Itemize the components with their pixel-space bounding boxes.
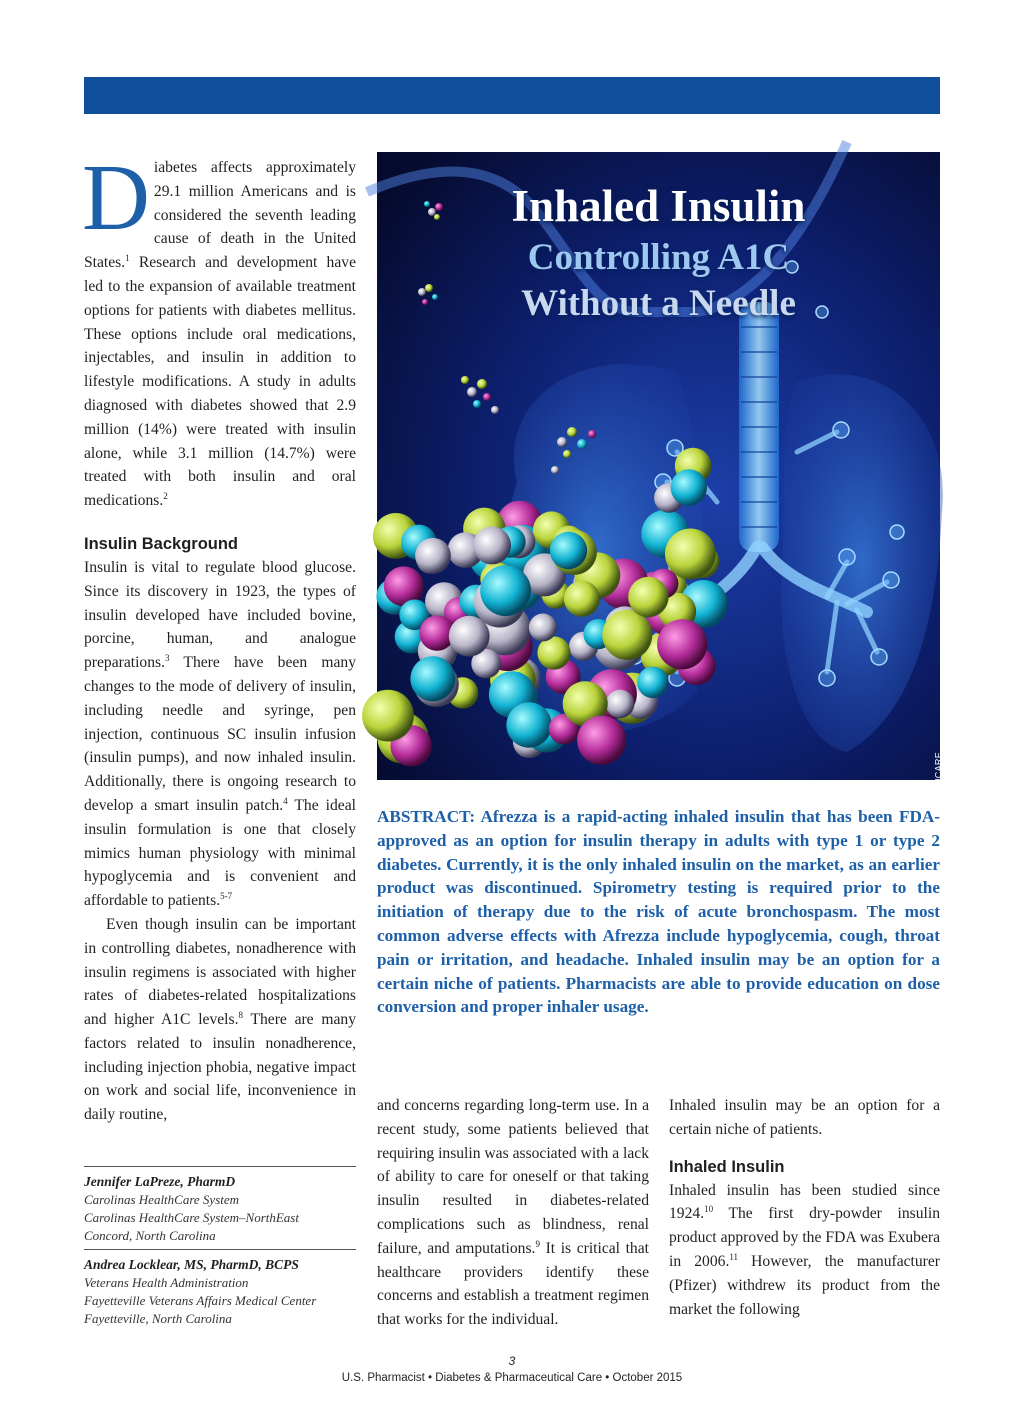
- reference-marker: 10: [704, 1204, 714, 1215]
- author-affiliation: Carolinas HealthCare System: [84, 1192, 240, 1207]
- left-column: [82, 146, 356, 1127]
- author-name: Jennifer LaPreze, PharmD: [84, 1174, 236, 1189]
- reference-marker: 5-7: [220, 890, 233, 901]
- publication-footer: U.S. Pharmacist • Diabetes & Pharmaceutical Care • October 2015: [341, 1372, 683, 1384]
- image-credit: © ISTOCK.COM / JOBSONHEALTHCARE: [934, 752, 944, 932]
- body-paragraph: Inhaled insulin may be an option for a certain niche of patients.: [669, 1097, 940, 1138]
- reference-marker: 1: [125, 253, 130, 263]
- author-affiliation: Fayetteville, North Carolina: [84, 1311, 232, 1326]
- author-affiliation: Concord, North Carolina: [84, 1228, 216, 1243]
- middle-column: [377, 1094, 649, 1332]
- reference-marker: 8: [238, 1009, 243, 1020]
- author-block: [84, 1166, 356, 1332]
- reference-marker: 11: [729, 1251, 739, 1262]
- reference-marker: 9: [535, 1238, 540, 1249]
- body-paragraph: Insulin is vital to regulate blood glucose. Since its discovery in 1923, the types of insulin developed have included bovine, porcine, human, and analogue preparations.$^3$ There have been many changes to the mode of delivery of insulin, including needle and syringe, pen injection, continuous SC insulin infusion (insulin pumps), and now inhaled insulin. Additionally, there is ongoing research to develop a smart insulin patch.$^4$ The ideal insulin formulation is one that closely mimics human physiology with minimal hypoglycemia and is convenient and affordable to patients.$^{5-7}$: [84, 558, 356, 910]
- author-affiliation: Fayetteville Veterans Affairs Medical Center: [84, 1293, 317, 1308]
- intro-paragraph: Diabetes affects approximately 29.1 million Americans and is considered the seventh leading cause of death in the United States.$^1$ Research and development have led to the expansion of available treatment options for patients with diabetes mellitus. These options include oral medications, injectables, and insulin in addition to lifestyle modifications. A study in adults diagnosed with diabetes showed that 2.9 million (14%) were treated with insulin alone, while 3.1 million (14.7%) were treated with both insulin and oral medications.$^2$: [82, 146, 356, 510]
- right-column: [669, 1094, 940, 1321]
- body-paragraph: and concerns regarding long-term use. In a recent study, some patients believed that requiring insulin was associated with a lack of ability to care for oneself or that taking insulin resulted in diabetes-related complications such as blindness, renal failure, and amputations.$^9$ It is critical that healthcare providers identify these concerns and establish a treatment regimen that works for the individual.: [377, 1097, 649, 1329]
- header-bar: [84, 77, 940, 114]
- reference-marker: 3: [164, 652, 170, 663]
- author-entry: [84, 1249, 356, 1328]
- reference-marker: 2: [163, 490, 168, 501]
- author-entry: [84, 1166, 356, 1245]
- abstract: ABSTRACT: Afrezza is a rapid-acting inhaled insulin that has been FDA-approved as an option for insulin therapy in adults with type 1 or type 2 diabetes. Currently, it is the only inhaled insulin on the market, as an earlier product was discontinued. Spirometry testing is required prior to the initiation of therapy due to the risk of acute bronchospasm. The most common adverse effects with Afrezza include hypoglycemia, cough, throat pain or irritation, and headache. Inhaled insulin may be an option for a certain niche of patients. Pharmacists are able to provide education on dose conversion and proper inhaler usage.: [377, 807, 940, 1017]
- author-affiliation: Veterans Health Administration: [84, 1275, 249, 1290]
- section-heading-insulin-background: Insulin Background: [84, 534, 239, 553]
- author-name: Andrea Locklear, MS, PharmD, BCPS: [84, 1257, 299, 1272]
- hero-title-line-3: Without a Needle: [521, 283, 796, 324]
- page-number: 3: [508, 1354, 516, 1368]
- reference-marker: 4: [283, 795, 288, 806]
- body-paragraph: Even though insulin can be important in controlling diabetes, nonadherence with insulin regimens is associated with higher rates of diabetes-related hospitalizations and higher A1C levels.$^8$ There are many factors related to insulin nonadherence, including injection phobia, negative impact on work and social life, inconvenience in daily routine,: [84, 915, 356, 1124]
- author-affiliation: Carolinas HealthCare System–NorthEast: [84, 1210, 299, 1225]
- hero-title-line-2: Controlling A1C: [527, 237, 790, 278]
- hero-title-line-1: Inhaled Insulin: [511, 181, 806, 231]
- section-heading-inhaled-insulin: Inhaled Insulin: [669, 1157, 785, 1176]
- drop-cap: D: [82, 146, 150, 250]
- body-paragraph: Inhaled insulin has been studied since 1924.10 The first dry-powder insulin product approved by the FDA was Exubera in 2006.11 However, the manufacturer (Pfizer) withdrew its product from the market the following: [669, 1181, 940, 1318]
